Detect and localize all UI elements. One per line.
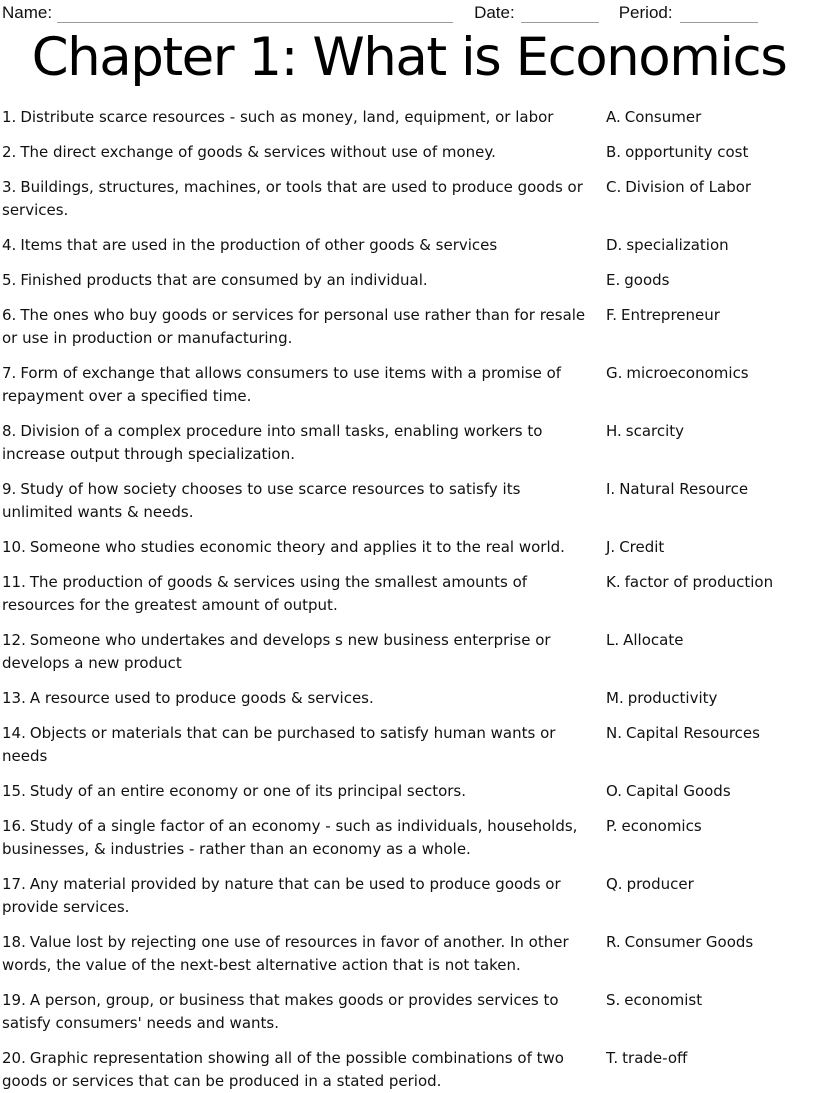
definition-body: Form of exchange that allows consumers to use items with a promise of repayment over a specified time. (2, 364, 562, 405)
answer-letter: F. (606, 306, 617, 324)
answer-term: economics (621, 817, 702, 835)
definition-text (2, 362, 596, 408)
item-number: 9. (2, 480, 17, 498)
name-label: Name: (2, 3, 53, 22)
answer-text (606, 931, 753, 954)
definition-body: Division of a complex procedure into small tasks, enabling workers to increase output through specialization. (2, 422, 543, 463)
definition-text (2, 234, 596, 257)
item-number: 7. (2, 364, 17, 382)
definition-body: Study of an entire economy or one of its principal sectors. (29, 782, 467, 800)
definition-text (2, 106, 596, 129)
answer-term: Capital Resources (626, 724, 760, 742)
answer-term: goods (624, 271, 670, 289)
answer-term: specialization (626, 236, 729, 254)
answer-letter: A. (606, 108, 621, 126)
answer-term: Division of Labor (625, 178, 752, 196)
answer-text (606, 536, 664, 559)
definition-body: Study of how society chooses to use scarce resources to satisfy its unlimited wants & needs. (2, 480, 521, 521)
item-number: 12. (2, 631, 26, 649)
answer-term: Natural Resource (619, 480, 749, 498)
answer-term: economist (624, 991, 703, 1009)
answer-letter: Q. (606, 875, 623, 893)
answer-term: Allocate (623, 631, 684, 649)
answer-text (606, 989, 702, 1012)
item-number: 6. (2, 306, 17, 324)
answer-text (606, 176, 751, 199)
definition-text (2, 780, 596, 803)
answer-term: productivity (627, 689, 718, 707)
answer-text (606, 269, 669, 292)
worksheet-row (2, 420, 816, 466)
definition-body: Objects or materials that can be purchased to satisfy human wants or needs (2, 724, 556, 765)
worksheet-row (2, 141, 816, 164)
answer-term: Capital Goods (625, 782, 731, 800)
definition-body: The direct exchange of goods & services without use of money. (20, 143, 496, 161)
item-number: 4. (2, 236, 17, 254)
definition-body: Finished products that are consumed by an individual. (20, 271, 428, 289)
answer-term: trade-off (622, 1049, 688, 1067)
worksheet-row (2, 176, 816, 222)
worksheet-row (2, 873, 816, 919)
answer-term: factor of production (624, 573, 774, 591)
answer-letter: D. (606, 236, 623, 254)
definition-body: Any material provided by nature that can be used to produce goods or provide services. (2, 875, 561, 916)
worksheet-row (2, 780, 816, 803)
item-number: 14. (2, 724, 26, 742)
worksheet-row (2, 571, 816, 617)
worksheet-row (2, 815, 816, 861)
date-label: Date: (474, 3, 515, 22)
worksheet-header (2, 3, 816, 23)
definition-body: Buildings, structures, machines, or tools that are used to produce goods or services. (2, 178, 583, 219)
answer-term: producer (626, 875, 694, 893)
answer-letter: T. (606, 1049, 619, 1067)
answer-letter: J. (606, 538, 616, 556)
answer-letter: I. (606, 480, 616, 498)
definition-text (2, 478, 596, 524)
definition-text (2, 176, 596, 222)
answer-text (606, 722, 760, 745)
definition-text (2, 629, 596, 675)
answer-letter: M. (606, 689, 624, 707)
period-label: Period: (618, 3, 673, 22)
answer-text (606, 141, 748, 164)
definition-text (2, 873, 596, 919)
page-title: Chapter 1: What is Economics (31, 27, 787, 88)
definition-body: A person, group, or business that makes goods or provides services to satisfy consumers' needs and wants. (2, 991, 559, 1032)
item-number: 11. (2, 573, 26, 591)
item-number: 15. (2, 782, 26, 800)
answer-term: Consumer (624, 108, 702, 126)
worksheet-row (2, 629, 816, 675)
worksheet-row (2, 362, 816, 408)
worksheet-row (2, 989, 816, 1035)
definition-body: The production of goods & services using the smallest amounts of resources for the greatest amount of output. (2, 573, 528, 614)
worksheet-row (2, 536, 816, 559)
answer-letter: K. (606, 573, 621, 591)
definition-body: Value lost by rejecting one use of resources in favor of another. In other words, the value of the next-best alternative action that is not taken. (2, 933, 569, 974)
worksheet-row (2, 234, 816, 257)
item-number: 17. (2, 875, 26, 893)
answer-text (606, 873, 694, 896)
answer-letter: B. (606, 143, 622, 161)
answer-text (606, 780, 731, 803)
item-number: 18. (2, 933, 26, 951)
worksheet-row (2, 1047, 816, 1093)
definition-body: Distribute scarce resources - such as money, land, equipment, or labor (20, 108, 554, 126)
answer-text (606, 420, 684, 443)
definition-text (2, 989, 596, 1035)
definition-text (2, 571, 596, 617)
worksheet-row (2, 106, 816, 129)
worksheet-row (2, 269, 816, 292)
definition-text (2, 304, 596, 350)
definition-body: Graphic representation showing all of the possible combinations of two goods or services that can be produced in a stated period. (2, 1049, 564, 1090)
item-number: 16. (2, 817, 26, 835)
worksheet-row (2, 931, 816, 977)
answer-term: Credit (619, 538, 665, 556)
item-number: 5. (2, 271, 17, 289)
item-number: 3. (2, 178, 17, 196)
answer-letter: C. (606, 178, 622, 196)
definition-text (2, 687, 596, 710)
definition-body: Someone who studies economic theory and applies it to the real world. (29, 538, 565, 556)
answer-term: scarcity (625, 422, 685, 440)
answer-letter: P. (606, 817, 618, 835)
item-number: 20. (2, 1049, 26, 1067)
item-number: 2. (2, 143, 17, 161)
answer-letter: R. (606, 933, 621, 951)
item-number: 19. (2, 991, 26, 1009)
definition-body: The ones who buy goods or services for personal use rather than for resale or use in production or manufacturing. (2, 306, 586, 347)
item-number: 1. (2, 108, 17, 126)
date-blank (521, 5, 599, 23)
worksheet-row (2, 722, 816, 768)
item-number: 10. (2, 538, 26, 556)
answer-letter: G. (606, 364, 623, 382)
answer-term: Entrepreneur (621, 306, 720, 324)
answer-text (606, 234, 729, 257)
answer-text (606, 304, 720, 327)
definition-text (2, 536, 596, 559)
matching-list (2, 106, 816, 1093)
answer-text (606, 106, 701, 129)
definition-text (2, 1047, 596, 1093)
definition-text (2, 722, 596, 768)
definition-body: Study of a single factor of an economy - such as individuals, households, businesses, & industries - rather than an economy as a whole. (2, 817, 578, 858)
answer-text (606, 1047, 687, 1070)
definition-body: A resource used to produce goods & services. (29, 689, 374, 707)
answer-text (606, 478, 748, 501)
answer-letter: E. (606, 271, 621, 289)
answer-term: opportunity cost (625, 143, 749, 161)
definition-body: Someone who undertakes and develops s new business enterprise or develops a new product (2, 631, 551, 672)
answer-letter: S. (606, 991, 621, 1009)
answer-term: microeconomics (626, 364, 749, 382)
answer-term: Consumer Goods (624, 933, 754, 951)
definition-text (2, 815, 596, 861)
definition-body: Items that are used in the production of other goods & services (20, 236, 498, 254)
answer-letter: N. (606, 724, 622, 742)
answer-text (606, 815, 702, 838)
period-blank (680, 5, 758, 23)
worksheet-row (2, 478, 816, 524)
definition-text (2, 141, 596, 164)
definition-text (2, 269, 596, 292)
answer-text (606, 687, 717, 710)
answer-text (606, 571, 773, 594)
definition-text (2, 420, 596, 466)
answer-letter: O. (606, 782, 622, 800)
worksheet-row (2, 687, 816, 710)
item-number: 8. (2, 422, 17, 440)
answer-text (606, 629, 683, 652)
worksheet-row (2, 304, 816, 350)
name-blank (57, 5, 453, 23)
answer-letter: H. (606, 422, 622, 440)
definition-text (2, 931, 596, 977)
item-number: 13. (2, 689, 26, 707)
answer-letter: L. (606, 631, 620, 649)
answer-text (606, 362, 749, 385)
